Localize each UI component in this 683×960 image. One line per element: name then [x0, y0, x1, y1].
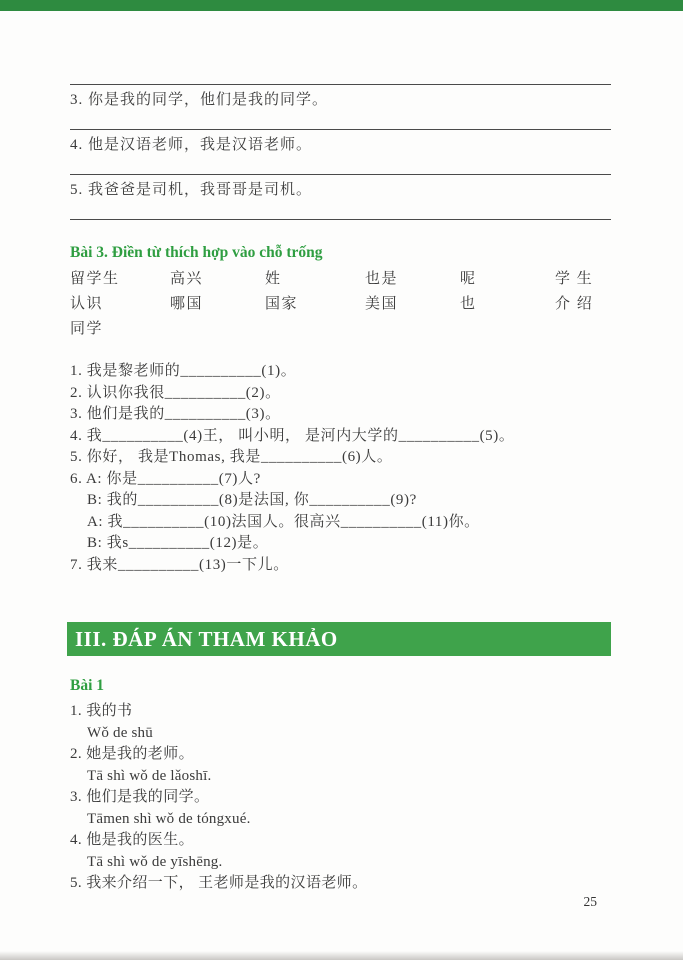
answer-blank-line: [70, 174, 611, 175]
word-bank-cell: 认识: [70, 296, 104, 312]
word-bank-cell: 同学: [70, 321, 104, 337]
word-bank-cell: 呢: [460, 271, 477, 287]
answer-pinyin-line: Tā shì wǒ de yīshēng.: [87, 853, 223, 870]
fill-item: 4. 我__________(4)王， 叫小明， 是河内大学的__________(5)。: [70, 427, 515, 444]
answer-blank-line: [70, 129, 611, 130]
fill-item: 5. 你好， 我是Thomas, 我是__________(6)人。: [70, 449, 393, 465]
fill-item: A: 我__________(10)法国人。很高兴__________(11)你。: [87, 513, 480, 530]
word-bank-cell: 介 绍: [555, 296, 594, 312]
word-bank-cell: 国家: [265, 296, 299, 312]
fill-in-items: [70, 361, 611, 576]
word-bank-cell: 也是: [365, 271, 399, 287]
fill-item: 7. 我来__________(13)一下儿。: [70, 556, 289, 573]
answer-hanzi-line: 3. 他们是我的同学。: [70, 789, 210, 805]
answer-pinyin-line: Tāmen shì wǒ de tóngxué.: [87, 810, 251, 827]
exercise-item: 5. 我爸爸是司机，我哥哥是司机。: [70, 182, 313, 198]
answers-section-title: III. ĐÁP ÁN THAM KHẢO: [75, 626, 338, 651]
word-bank-cell: 姓: [265, 271, 282, 287]
exercise-item: 4. 他是汉语老师，我是汉语老师。: [70, 137, 313, 153]
fill-item: B: 我的__________(8)是法国, 你__________(9)?: [87, 492, 417, 508]
word-bank-cell: 高兴: [170, 271, 204, 287]
fill-item: 6. A: 你是__________(7)人?: [70, 470, 261, 487]
page-bottom-edge: [0, 951, 683, 960]
fill-item: B: 我s__________(12)是。: [87, 535, 269, 551]
answers-section-banner: [67, 622, 611, 656]
answer-blank-line: [70, 219, 611, 220]
exercise-list-prev: [70, 84, 611, 220]
word-bank-cell: 学 生: [555, 271, 594, 287]
bai1-title: Bài 1: [70, 677, 105, 694]
word-bank-cell: 也: [460, 296, 477, 312]
answer-blank-line: [70, 84, 611, 85]
exercise-item: 3. 你是我的同学，他们是我的同学。: [70, 92, 329, 108]
answer-hanzi-line: 1. 我的书: [70, 703, 133, 719]
word-bank-cell: 留学生: [70, 271, 120, 287]
answer-hanzi-line: 2. 她是我的老师。: [70, 746, 195, 762]
fill-item: 3. 他们是我的__________(3)。: [70, 406, 281, 422]
word-bank: [70, 270, 611, 339]
fill-item: 2. 认识你我很__________(2)。: [70, 384, 281, 401]
bai3-title: Bài 3. Điền từ thích hợp vào chỗ trống: [70, 244, 323, 261]
word-bank-cell: 哪国: [170, 296, 204, 312]
answer-hanzi-line: 5. 我来介绍一下， 王老师是我的汉语老师。: [70, 875, 368, 891]
bai1-answer-list: [70, 701, 611, 895]
page-number: 25: [583, 894, 597, 909]
answer-pinyin-line: Tā shì wǒ de lǎoshī.: [87, 767, 212, 784]
fill-item: 1. 我是黎老师的__________(1)。: [70, 363, 297, 379]
answer-pinyin-line: Wǒ de shū: [87, 724, 153, 741]
answer-hanzi-line: 4. 他是我的医生。: [70, 832, 195, 848]
page-content: [70, 0, 611, 895]
word-bank-cell: 美国: [365, 296, 399, 312]
